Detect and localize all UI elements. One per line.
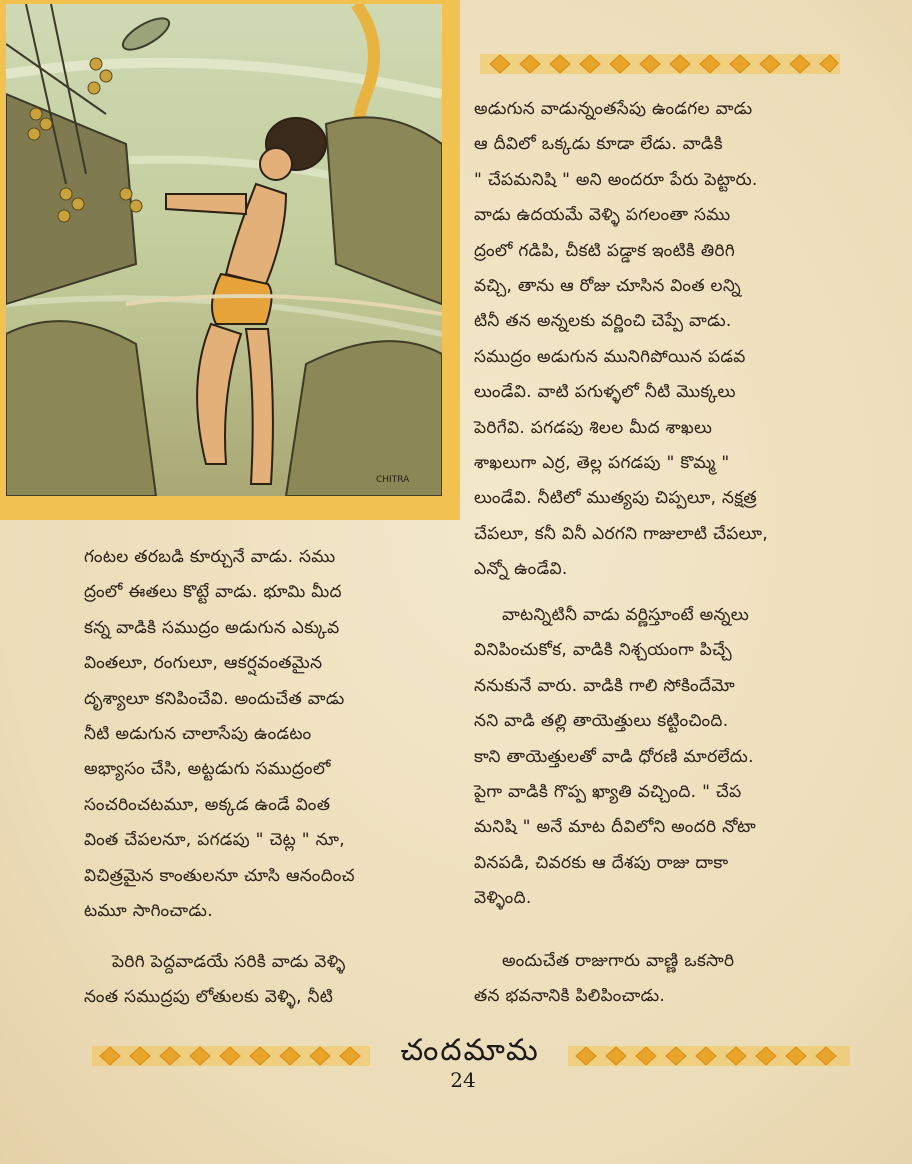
- text-line: సముద్రం అడుగున మునిగిపోయిన పడవ: [474, 346, 746, 367]
- text-line: వింతలూ, రంగులూ, ఆకర్షవంతమైన: [84, 653, 323, 674]
- text-line: తన భవనానికి పిలిపించాడు.: [474, 986, 666, 1007]
- text-line: లుండేవి. వాటి పగుళ్ళలో నీటి మొక్కలు: [474, 382, 736, 403]
- text-line: " చేపమనిషి " అని అందరూ పేరు పెట్టారు.: [474, 169, 758, 190]
- text-line: వినిపించుకోక, వాడికి నిశ్చయంగా పిచ్చే: [474, 640, 732, 661]
- text-line: పెరిగి పెద్దవాడయే సరికి వాడు వెళ్ళి: [112, 952, 346, 972]
- artist-signature: CHITRA: [376, 475, 410, 485]
- text-line: గంటల తరబడి కూర్చునే వాడు. సము: [84, 547, 336, 567]
- text-line: ఎన్నో ఉండేవి.: [474, 559, 568, 580]
- text-line: చేపలూ, కనీ వినీ ఎరగని గాజులాటి చేపలూ,: [474, 523, 769, 544]
- text-line: నంత సముద్రపు లోతులకు వెళ్ళి, నీటి: [84, 987, 334, 1008]
- text-line: కన్న వాడికి సముద్రం అడుగున ఎక్కువ: [84, 617, 340, 638]
- text-line: కాని తాయెత్తులతో వాడి ధోరణి మారలేదు.: [474, 746, 754, 767]
- ornament-border-footer-left: [92, 1044, 370, 1068]
- magazine-title: చందమామ: [400, 1033, 540, 1068]
- text-line: వచ్చి, తాను ఆ రోజు చూసిన వింత లన్ని: [474, 276, 741, 297]
- text-line: పైగా వాడికి గొప్ప ఖ్యాతి వచ్చింది. " చేప: [474, 782, 742, 803]
- text-line: టినీ తన అన్నలకు వర్ణించి చెప్పే వాడు.: [474, 311, 732, 332]
- text-line: లుండేవి. నీటిలో ముత్యపు చిప్పలూ, నక్షత్ర: [474, 488, 757, 509]
- ornament-border-top: [480, 52, 840, 76]
- diver-illustration: [6, 4, 442, 496]
- text-line: వినపడి, చివరకు ఆ దేశపు రాజు దాకా: [474, 852, 729, 873]
- text-column-right-bottom: [474, 944, 896, 1015]
- text-line: వెళ్ళింది.: [474, 888, 532, 909]
- text-line: నీటి అడుగున చాలాసేపు ఉండటం: [84, 724, 312, 745]
- text-column-left-bottom: [84, 945, 464, 1016]
- page-number: 24: [450, 1068, 476, 1092]
- text-column-right-top: [474, 92, 896, 588]
- text-line: అడుగున వాడున్నంతసేపు ఉండగల వాడు: [474, 99, 753, 119]
- ornament-border-footer-right: [568, 1044, 850, 1068]
- text-line: నని వాడి తల్లి తాయెత్తులు కట్టించింది.: [474, 711, 729, 732]
- text-line: వింత చేపలనూ, పగడపు " చెట్ల " నూ,: [84, 830, 345, 851]
- text-line: ననుకునే వారు. వాడికి గాలి సోకిందేమో: [474, 675, 735, 696]
- text-line: మనిషి " అనే మాట దీవిలోని అందరి నోటా: [474, 817, 756, 838]
- text-line: దృశ్యాలూ కనిపించేవి. అందుచేత వాడు: [84, 688, 345, 709]
- illustration-frame: [0, 0, 460, 520]
- text-line: సంచరించటమూ, అక్కడ ఉండే వింత: [84, 794, 331, 815]
- text-line: ద్రంలో గడిపి, చీకటి పడ్డాక ఇంటికి తిరిగి: [474, 240, 736, 261]
- text-line: టమూ సాగించాడు.: [84, 901, 213, 922]
- text-line: శాఖలుగా ఎర్ర, తెల్ల పగడపు " కొమ్మ ": [474, 453, 730, 474]
- text-column-left-top: [84, 540, 464, 929]
- text-line: ఆ దీవిలో ఒక్కడు కూడా లేడు. వాడికి: [474, 134, 723, 155]
- text-line: పెరిగేవి. పగడపు శిలల మీద శాఖలు: [474, 417, 713, 438]
- text-line: అభ్యాసం చేసి, అట్టడుగు సముద్రంలో: [84, 759, 331, 780]
- text-line: అందుచేత రాజుగారు వాణ్ణి ఒకసారి: [502, 951, 735, 971]
- text-line: వాటన్నిటినీ వాడు వర్ణిస్తూంటే అన్నలు: [502, 605, 750, 625]
- text-column-right-middle: [474, 598, 896, 917]
- text-line: ద్రంలో ఈతలు కొట్టే వాడు. భూమి మీద: [84, 582, 342, 603]
- text-line: విచిత్రమైన కాంతులనూ చూసి ఆనందించ: [84, 865, 355, 886]
- text-line: వాడు ఉదయమే వెళ్ళి పగలంతా సము: [474, 205, 731, 226]
